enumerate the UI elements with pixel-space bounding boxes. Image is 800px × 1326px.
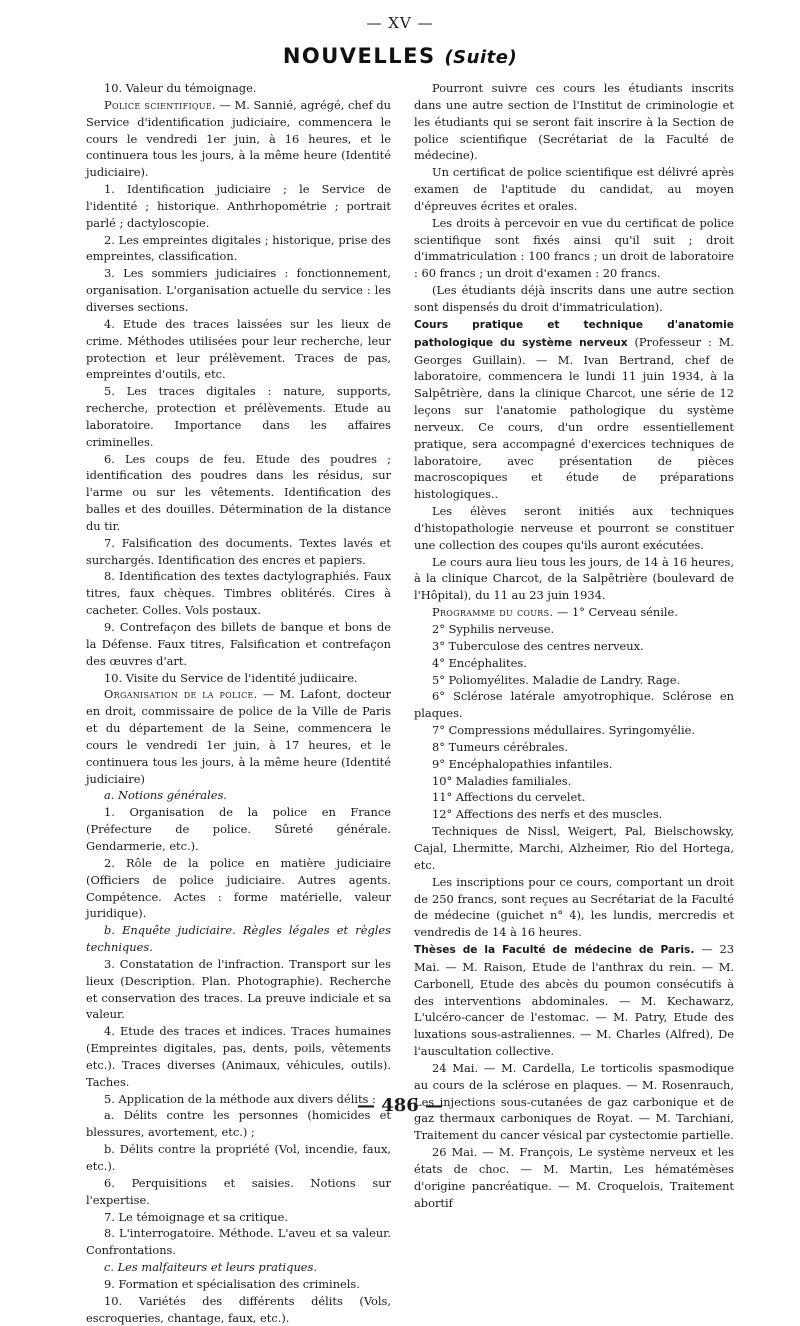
paragraph: 12° Affections des nerfs et des muscles. bbox=[432, 807, 663, 822]
section-title-suffix: (Suite) bbox=[444, 47, 518, 68]
roman-page-number: — XV — bbox=[366, 14, 434, 32]
paragraph: 26 Mai. — M. François, Le système nerveux et les états de choc. — M. Martin, Les hématémèses d'origine pancréatique. — M. Croquelois, Traitement abortif bbox=[414, 1145, 734, 1210]
paragraph bbox=[414, 316, 734, 503]
paragraph bbox=[86, 686, 391, 787]
paragraph: c. Les malfaiteurs et leurs pratiques. bbox=[104, 1260, 317, 1275]
paragraph: (Les étudiants déjà inscrits dans une autre section sont dispensés du droit d'immatriculation). bbox=[414, 283, 734, 314]
paragraph: Les droits à percevoir en vue du certificat de police scientifique sont fixés ainsi qu'il suit ; droit d'immatriculation : 100 francs ; un droit de laboratoire : 60 francs ; un droit d'examen : 20 francs. bbox=[414, 215, 734, 281]
paragraph: 10° Maladies familiales. bbox=[432, 773, 572, 788]
paragraph: 6. Les coups de feu. Etude des poudres ; identification des poudres dans les résidus, sur l'arme ou sur les vêtements. Identification des balles et des douilles. Détermination de la distance du tir. bbox=[86, 451, 391, 533]
paragraph: Les inscriptions pour ce cours, comportant un droit de 250 francs, sont reçues au Secrétariat de la Faculté de médecine (guichet n° 4), les lundis, mercredis et vendredis de 14 à 16 heures. bbox=[414, 874, 734, 940]
paragraph: 7° Compressions médullaires. Syringomyélie. bbox=[432, 723, 696, 738]
paragraph: 11° Affections du cervelet. bbox=[432, 790, 586, 805]
paragraph: 10. Visite du Service de l'identité judiicaire. bbox=[104, 670, 358, 685]
paragraph-lead: Police scientifique. bbox=[104, 97, 216, 112]
paragraph: 4° Encéphalites. bbox=[432, 655, 527, 670]
paragraph: 3° Tuberculose des centres nerveux. bbox=[432, 638, 644, 653]
paragraph: Le cours aura lieu tous les jours, de 14 à 16 heures, à la clinique Charcot, de la Salpêtrière (boulevard de l'Hôpital), du 11 au 23 juin 1934. bbox=[414, 554, 734, 603]
paragraph: 8. Identification des textes dactylographiés. Faux titres, faux chèques. Timbres oblitérés. Cires à cacheter. Colles. Vols postaux. bbox=[86, 569, 391, 618]
paragraph bbox=[414, 941, 734, 1060]
paragraph: Les élèves seront initiés aux techniques d'histopathologie nerveuse et pourront se constituer une collection des coupes qu'ils auront exécutées. bbox=[414, 504, 734, 552]
paragraph: b. Délits contre la propriété (Vol, incendie, faux, etc.). bbox=[86, 1142, 391, 1173]
page-number: — 486 — bbox=[356, 1095, 444, 1116]
paragraph: 10. Variétés des différents délits (Vols, escroqueries, chantage, faux, etc.). bbox=[86, 1293, 391, 1325]
paragraph: 2. Rôle de la police en matière judiciaire (Officiers de police judiciaire. Autres agents. Compétence. Actes : forme matérielle, valeur juridique). bbox=[86, 855, 391, 921]
paragraph-text: — M. Lafont, docteur en droit, commissaire de police de la Ville de Paris et du département de la Seine, commencera le cours le vendredi 1er juin, à 17 heures, et le continuera tous les jours, à la même heure (Identité judiciaire) bbox=[86, 687, 391, 786]
paragraph-text: (Professeur : M. Georges Guillain). — M. Ivan Bertrand, chef de laboratoire, commencera le lundi 11 juin 1934, à la Salpêtrière, dans la clinique Charcot, une série de 12 leçons sur l'anatomie pathologique du système nerveux. Ce cours, d'un ordre essentiellement pratique, sera accompagné d'exercices techniques de laboratoire, avec présentation de pièces macroscopiques et étude de préparations histologiques.. bbox=[414, 334, 734, 502]
paragraph: 5. Les traces digitales : nature, supports, recherche, protection et prélèvements. Etude au laboratoire. Importance dans les affaires criminelles. bbox=[86, 384, 391, 449]
paragraph: Un certificat de police scientifique est délivré après examen de l'aptitude du candidat, au moyen d'épreuves écrites et orales. bbox=[414, 165, 734, 213]
right-column bbox=[414, 80, 734, 1212]
paragraph: 1. Organisation de la police en France (Préfecture de police. Sûreté générale. Gendarmerie, etc.). bbox=[86, 805, 391, 853]
paragraph: 8° Tumeurs cérébrales. bbox=[432, 739, 568, 754]
paragraph bbox=[86, 97, 391, 181]
paragraph-lead: Organisation de la police. bbox=[104, 687, 258, 702]
paragraph: 5. Application de la méthode aux divers délits : bbox=[104, 1091, 376, 1106]
paragraph: 10. Valeur du témoignage. bbox=[104, 81, 257, 95]
paragraph: 2° Syphilis nerveuse. bbox=[432, 622, 555, 636]
paragraph: 8. L'interrogatoire. Méthode. L'aveu et sa valeur. Confrontations. bbox=[86, 1226, 391, 1258]
paragraph: 24 Mai. — M. Cardella, Le torticolis spasmodique au cours de la sclérose en plaques. — M. Rosenrauch, Les injections sous-cutanées de gaz carbonique et de gaz thermaux carboniques de Royat. — M. Tarchiani, Traitement du cancer vésical par cystectomie partielle. bbox=[414, 1060, 734, 1143]
section-title bbox=[0, 44, 800, 68]
paragraph: 9. Formation et spécialisation des criminels. bbox=[104, 1276, 360, 1291]
paragraph bbox=[414, 604, 734, 621]
section-title-text: NOUVELLES bbox=[282, 44, 436, 68]
paragraph-text: — 23 Mai. — M. Raison, Etude de l'anthrax du rein. — M. Carbonell, Etude des abcès du poumon consécutifs à des interventions abdominales. — M. Kechawarz, L'ulcéro-cancer de l'estomac. — M. Patry, Etude des luxations sous-astraliennes. — M. Charles (Alfred), De l'auscultation collective. bbox=[414, 942, 734, 1059]
paragraph: 4. Etude des traces laissées sur les lieux de crime. Méthodes utilisées pour leur recherche, leur protection et leur prélèvement. Traces de pas, empreintes d'outils, etc. bbox=[86, 316, 391, 382]
paragraph: 3. Constatation de l'infraction. Transport sur les lieux (Description. Plan. Photographie). Recherche et conservation des traces. La preuve indiciale et sa valeur. bbox=[86, 956, 391, 1022]
paragraph: Pourront suivre ces cours les étudiants inscrits dans une autre section de l'Institut de criminologie et les étudiants qui se seront fait inscrire à la Section de police scientifique (Secrétariat de la Faculté de médecine). bbox=[414, 81, 734, 163]
paragraph: 7. Falsification des documents. Textes lavés et surchargés. Identification des encres et papiers. bbox=[86, 535, 391, 567]
paragraph: Techniques de Nissl, Weigert, Pal, Bielschowsky, Cajal, Lhermitte, Marchi, Alzheimer, Rio del Hortega, etc. bbox=[414, 824, 734, 872]
paragraph-text: — M. Sannié, agrégé, chef du Service d'identification judiciaire, commencera le cours le vendredi 1er juin, à 16 heures, et le continuera tous les jours, à la même heure (Identité judiciaire). bbox=[86, 97, 391, 180]
paragraph: 6. Perquisitions et saisies. Notions sur l'expertise. bbox=[86, 1175, 391, 1207]
paragraph: 3. Les sommiers judiciaires : fonctionnement, organisation. L'organisation actuelle du service : les diverses sections. bbox=[86, 266, 391, 314]
paragraph: b. Enquête judiciaire. Règles légales et règles techniques. bbox=[86, 923, 391, 955]
paragraph: 7. Le témoignage et sa critique. bbox=[104, 1209, 288, 1224]
paragraph: a. Notions générales. bbox=[104, 788, 227, 803]
paragraph-lead: Programme du cours. bbox=[432, 605, 554, 620]
paragraph-heading: Thèses de la Faculté de médecine de Paris. bbox=[414, 944, 695, 957]
paragraph: 2. Les empreintes digitales ; historique, prise des empreintes, classification. bbox=[86, 232, 391, 264]
paragraph: 6° Sclérose latérale amyotrophique. Sclérose en plaques. bbox=[414, 689, 734, 721]
paragraph: 9. Contrefaçon des billets de banque et bons de la Défense. Faux titres, Falsification et contrefaçon des œuvres d'art. bbox=[86, 620, 391, 668]
paragraph: 5° Poliomyélites. Maladie de Landry. Rage. bbox=[432, 672, 681, 687]
paragraph: 4. Etude des traces et indices. Traces humaines (Empreintes digitales, pas, dents, poils, vêtements etc.). Traces diverses (Animaux, véhicules, outils). Taches. bbox=[86, 1024, 391, 1089]
paragraph-text: — 1° Cerveau sénile. bbox=[553, 605, 678, 620]
paragraph: a. Délits contre les personnes (homicides et blessures, avortement, etc.) ; bbox=[86, 1108, 391, 1140]
paragraph: 1. Identification judiciaire ; le Service de l'identité ; historique. Anthrhopométrie ; portrait parlé ; dactyloscopie. bbox=[86, 182, 391, 230]
paragraph-heading: Cours pratique et technique d'anatomie pathologique du système nerveux bbox=[414, 318, 734, 349]
left-column bbox=[86, 80, 391, 1326]
paragraph: 9° Encéphalopathies infantiles. bbox=[432, 756, 613, 771]
